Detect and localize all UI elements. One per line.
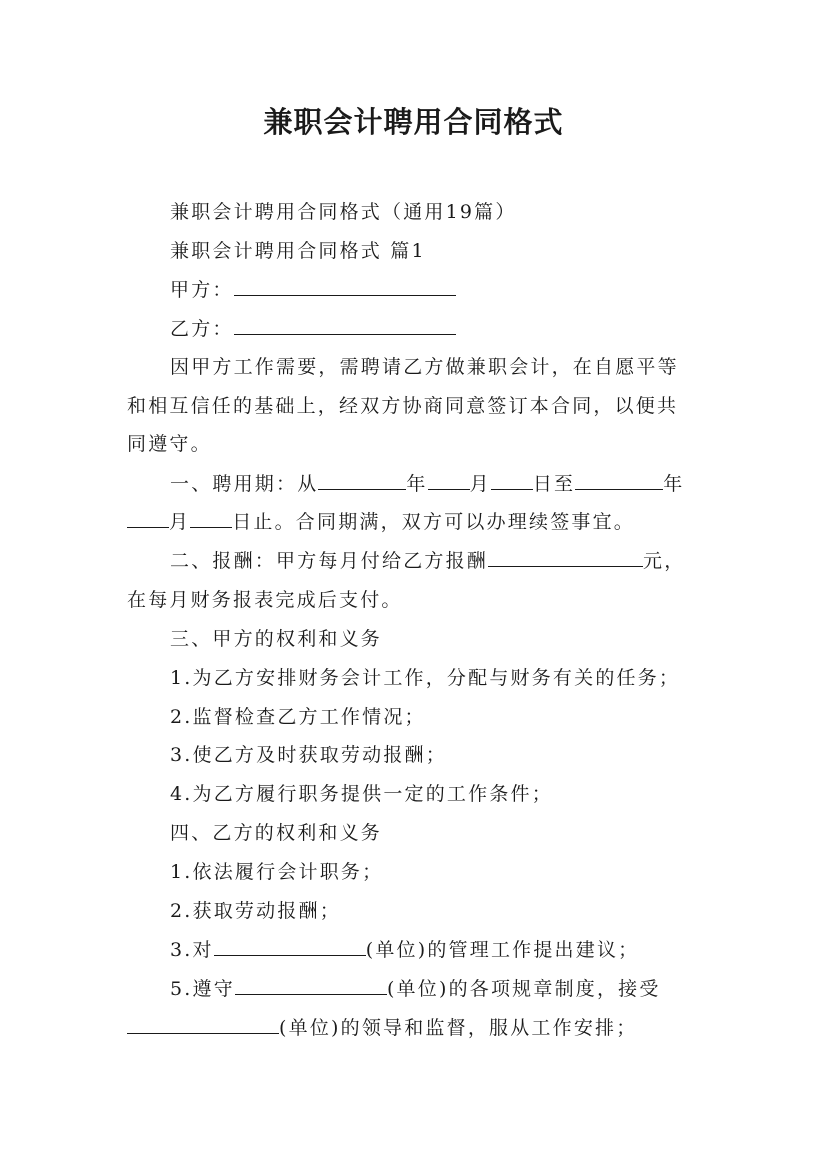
section-heading: 兼职会计聘用合同格式 篇1: [170, 240, 426, 262]
intro-line-2: 和相互信任的基础上，经双方协商同意签订本合同，以便共: [127, 395, 679, 417]
item3-unit-blank: [214, 937, 366, 956]
party-a-item-2: 2.监督检查乙方工作情况；: [170, 706, 426, 728]
pay-line-2: 在每月财务报表完成后支付。: [127, 589, 403, 611]
pay-unit: 元，: [643, 550, 686, 572]
party-b-item-2: 2.获取劳动报酬；: [170, 900, 341, 922]
term-year2-label: 年: [663, 473, 685, 495]
intro-line-1: 因甲方工作需要，需聘请乙方做兼职会计，在自愿平等: [170, 356, 679, 378]
party-b-item-5: [170, 976, 750, 1002]
term-line-1: [170, 471, 750, 497]
item5-unit2-blank: [127, 1015, 279, 1034]
party-a-rights-heading: 三、甲方的权利和义务: [170, 628, 383, 650]
party-a-line: [170, 277, 750, 303]
term-start-month-blank: [428, 471, 470, 490]
term-end-text: 日止。合同期满，双方可以办理续签事宜。: [232, 511, 636, 533]
item3-prefix: 3.对: [170, 939, 214, 961]
term-start-year-blank: [318, 471, 406, 490]
party-a-label: 甲方：: [170, 279, 234, 301]
term-month2-label: 月: [169, 511, 191, 533]
pay-line-1: [170, 548, 750, 574]
item5-prefix: 5.遵守: [170, 978, 235, 1000]
term-year-label: 年: [406, 473, 428, 495]
term-end-year-blank: [575, 471, 663, 490]
party-a-item-4: 4.为乙方履行职务提供一定的工作条件；: [170, 783, 553, 805]
term-start-day-blank: [491, 471, 533, 490]
subtitle: 兼职会计聘用合同格式（通用19篇）: [170, 201, 517, 223]
term-line-2: [127, 509, 707, 535]
term-end-month-blank: [127, 509, 169, 528]
party-a-item-3: 3.使乙方及时获取劳动报酬；: [170, 744, 447, 766]
document-title: 兼职会计聘用合同格式: [263, 105, 564, 139]
item5-cont: (单位)的领导和监督，服从工作安排；: [279, 1017, 638, 1039]
party-a-item-1: 1.为乙方安排财务会计工作，分配与财务有关的任务；: [170, 667, 681, 689]
pay-text: 二、报酬：甲方每月付给乙方报酬: [170, 550, 489, 572]
party-b-item-5-cont: [127, 1015, 707, 1041]
pay-amount-blank: [488, 548, 643, 567]
item5-unit-blank: [235, 976, 387, 995]
term-month-label: 月: [469, 473, 491, 495]
party-b-item-1: 1.依法履行会计职务；: [170, 861, 384, 883]
party-b-line: [170, 316, 750, 342]
party-b-label: 乙方：: [170, 318, 234, 340]
item3-suffix: (单位)的管理工作提出建议；: [365, 939, 640, 961]
intro-line-3: 同遵守。: [127, 433, 212, 455]
term-end-day-blank: [190, 509, 232, 528]
party-b-blank: [234, 316, 456, 335]
party-b-rights-heading: 四、乙方的权利和义务: [170, 822, 383, 844]
item5-suffix: (单位)的各项规章制度，接受: [386, 978, 661, 1000]
party-b-item-3: [170, 937, 750, 963]
term-day-to-label: 日至: [532, 473, 576, 495]
party-a-blank: [234, 277, 456, 296]
term-text-1: 一、聘用期：从: [170, 473, 319, 495]
